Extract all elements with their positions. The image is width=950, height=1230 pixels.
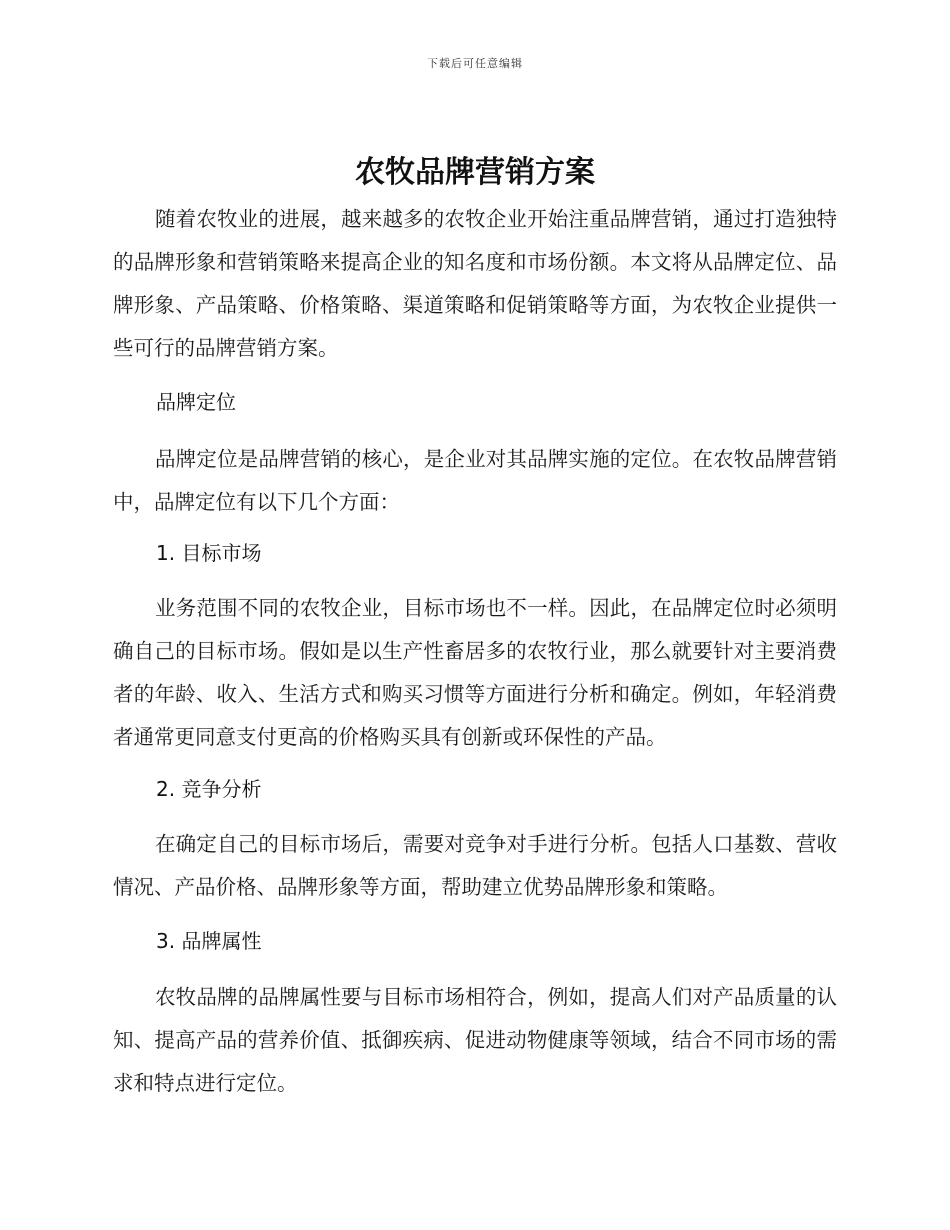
- section-heading-brand-positioning: 品牌定位: [156, 390, 236, 414]
- subsection-paragraph-target-market: 业务范围不同的农牧企业，目标市场也不一样。因此，在品牌定位时必须明确自己的目标市场。假如是以生产性畜居多的农牧行业，那么就要针对主要消费者的年龄、收入、生活方式和购买习惯等方面进行分析和确定。例如，年轻消费者通常更同意支付更高的价格购买具有创新或环保性的产品。: [113, 596, 837, 749]
- subsection-heading-brand-attributes: 3. 品牌属性: [156, 929, 262, 953]
- document-title: 农牧品牌营销方案: [355, 155, 595, 190]
- section-intro-paragraph: 品牌定位是品牌营销的核心，是企业对其品牌实施的定位。在农牧品牌营销中，品牌定位有以下几个方面：: [113, 447, 837, 514]
- intro-paragraph: 随着农牧业的进展，越来越多的农牧企业开始注重品牌营销，通过打造独特的品牌形象和营销策略来提高企业的知名度和市场份额。本文将从品牌定位、品牌形象、产品策略、价格策略、渠道策略和促销策略等方面，为农牧企业提供一些可行的品牌营销方案。: [113, 207, 837, 360]
- subsection-heading-competition: 2. 竞争分析: [156, 777, 262, 801]
- header-note: 下载后可任意编辑: [427, 57, 523, 70]
- subsection-paragraph-competition: 在确定自己的目标市场后，需要对竞争对手进行分析。包括人口基数、营收情况、产品价格、品牌形象等方面，帮助建立优势品牌形象和策略。: [113, 832, 837, 899]
- subsection-heading-target-market: 1. 目标市场: [156, 541, 262, 565]
- subsection-paragraph-brand-attributes: 农牧品牌的品牌属性要与目标市场相符合，例如，提高人们对产品质量的认知、提高产品的营养价值、抵御疾病、促进动物健康等领域，结合不同市场的需求和特点进行定位。: [113, 985, 837, 1095]
